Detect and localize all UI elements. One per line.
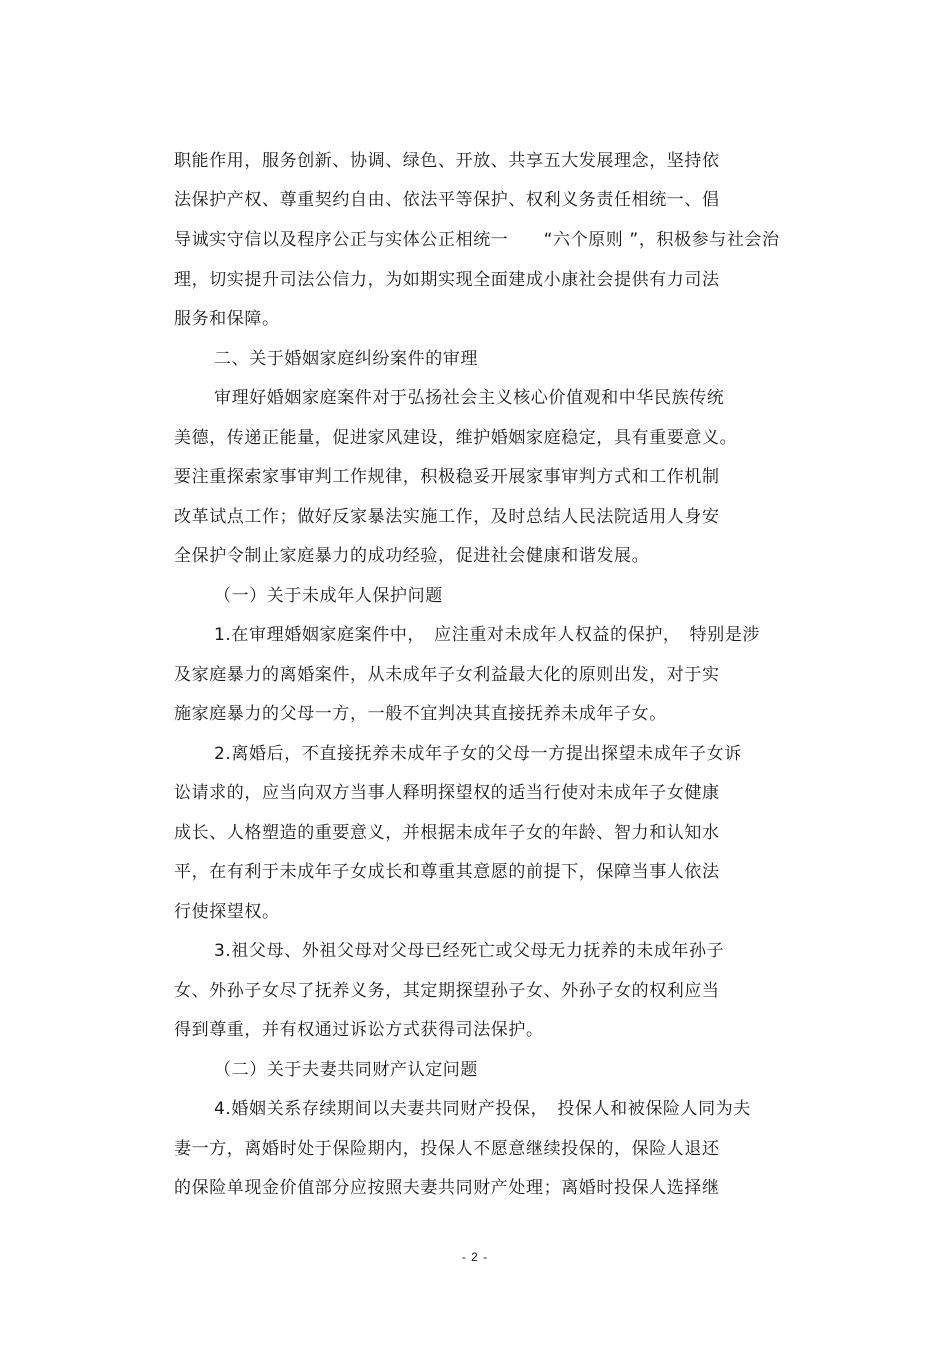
text-line: 改革试点工作；做好反家暴法实施工作，及时总结人民法院适用人身安	[174, 507, 720, 527]
text-line: 的保险单现金价值部分应按照夫妻共同财产处理；离婚时投保人选择继	[174, 1178, 720, 1198]
text-line: 2.离婚后，不直接抚养未成年子女的父母一方提出探望未成年子女诉	[214, 744, 742, 764]
page-number: - 2 -	[461, 1250, 489, 1264]
subsection-heading: （一）关于未成年人保护问题	[214, 586, 443, 606]
text-line: 法保护产权、尊重契约自由、依法平等保护、权利义务责任相统一、倡	[174, 190, 720, 210]
text-line: 4.婚姻关系存续期间以夫妻共同财产投保， 投保人和被保险人同为夫	[214, 1099, 751, 1119]
text-line: 全保护令制止家庭暴力的成功经验，促进社会健康和谐发展。	[174, 546, 650, 566]
text-line: 理，切实提升司法公信力，为如期实现全面建成小康社会提供有力司法	[174, 270, 720, 290]
text-line: 妻一方，离婚时处于保险期内，投保人不愿意继续投保的，保险人退还	[174, 1139, 720, 1159]
text-line: 及家庭暴力的离婚案件，从未成年子女利益最大化的原则出发，对于实	[174, 665, 720, 685]
section-heading: 二、关于婚姻家庭纠纷案件的审理	[214, 349, 478, 369]
text-line: 要注重探索家事审判工作规律，积极稳妥开展家事审判方式和工作机制	[174, 467, 720, 487]
text-line: 女、外孙子女尽了抚养义务，其定期探望孙子女、外孙子女的权利应当	[174, 981, 720, 1001]
text-line: 平，在有利于未成年子女成长和尊重其意愿的前提下，保障当事人依法	[174, 862, 720, 882]
text-line: 讼请求的，应当向双方当事人释明探望权的适当行使对未成年子女健康	[174, 783, 720, 803]
text-line: 施家庭暴力的父母一方，一般不宜判决其直接抚养未成年子女。	[174, 704, 667, 724]
text-line: 成长、人格塑造的重要意义，并根据未成年子女的年龄、智力和认知水	[174, 823, 720, 843]
text-line: 审理好婚姻家庭案件对于弘扬社会主义核心价值观和中华民族传统	[214, 388, 725, 408]
subsection-heading: （二）关于夫妻共同财产认定问题	[214, 1060, 478, 1080]
text-line: 美德，传递正能量，促进家风建设，维护婚姻家庭稳定，具有重要意义。	[174, 428, 738, 448]
text-line: 1.在审理婚姻家庭案件中， 应注重对未成年人权益的保护， 特别是涉	[214, 625, 761, 645]
text-line: 服务和保障。	[174, 309, 280, 329]
text-line: 3.祖父母、外祖父母对父母已经死亡或父母无力抚养的未成年孙子	[214, 941, 725, 961]
text-line: 职能作用，服务创新、协调、绿色、开放、共享五大发展理念，坚持依	[174, 151, 720, 171]
text-line: 行使探望权。	[174, 902, 280, 922]
text-line: 得到尊重，并有权通过诉讼方式获得司法保护。	[174, 1020, 544, 1040]
text-line: 导诚实守信以及程序公正与实体公正相统一 “六个原则 ”，积极参与社会治	[174, 230, 780, 250]
